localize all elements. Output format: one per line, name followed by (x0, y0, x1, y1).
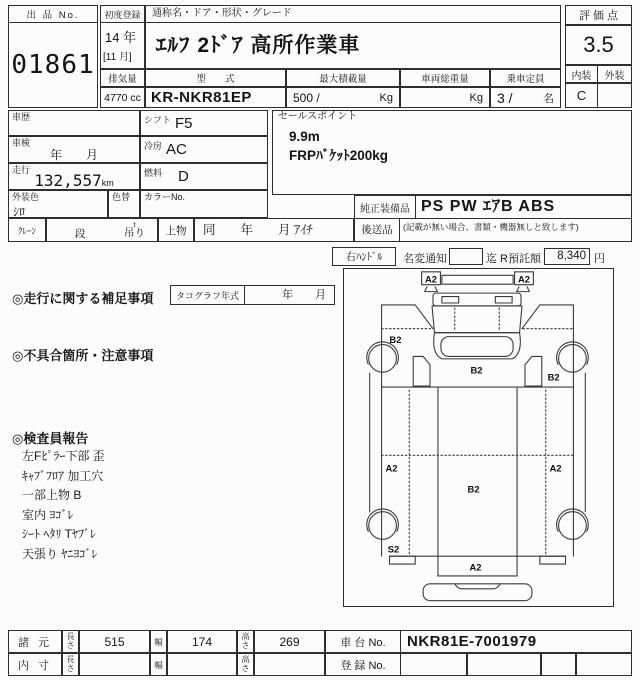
first-registration-label: 初度登録 (100, 5, 145, 23)
gross-weight-unit: Kg (469, 91, 483, 104)
crane-tsuri-label (124, 222, 145, 238)
mileage-unit: km (101, 178, 114, 188)
crane-tsuri-text: 吊り (124, 227, 145, 239)
damage-mark-B2: B2 (547, 371, 560, 383)
inspector-report-list (22, 447, 252, 564)
first-reg-month: [11 月] (103, 52, 132, 63)
spec-row-label: 諸 元 (8, 630, 62, 653)
exterior-color-value: ｼﾛ (13, 205, 26, 219)
capacity-value (490, 87, 561, 108)
history-cell (8, 110, 140, 136)
later-items-label: 後送品 (354, 218, 400, 242)
auction-no-label: 出 品 No. (8, 5, 98, 23)
name-change-box (449, 248, 483, 265)
aircon-value: AC (166, 141, 187, 158)
inspection-value: 年 月 (49, 148, 98, 162)
inner-height-value (254, 653, 325, 676)
damage-mark-B2: B2 (470, 364, 483, 376)
grade-label: 評 価 点 (565, 5, 632, 25)
max-load-unit: Kg (379, 91, 393, 104)
deposit-amount: 8,340 (544, 248, 590, 265)
inner-height-label-cell (237, 653, 254, 676)
max-load-value (286, 87, 400, 108)
height-value: 269 (254, 630, 325, 653)
inner-width-label: 幅 (150, 653, 167, 676)
length-label: 長さ (66, 632, 75, 650)
until-label: 迄 (486, 253, 497, 265)
width-label: 幅 (150, 630, 167, 653)
height-label: 高さ (241, 632, 250, 650)
color-change-label: 色替 (112, 192, 131, 202)
fuel-cell (140, 163, 268, 190)
color-no-label: カラーNo. (144, 192, 186, 202)
history-label: 車歴 (12, 112, 31, 122)
truck-outline (367, 275, 589, 600)
mileage-note-title: ◎走行に関する補足事項 (12, 291, 154, 306)
max-load-number: 500 / (293, 90, 320, 105)
registration-no-cell-4 (576, 653, 632, 676)
displacement-label: 排気量 (100, 69, 145, 87)
inspection-cell (8, 136, 140, 163)
tachograph-label: タコグラフ年式 (170, 285, 245, 305)
aircon-label: 冷房 (144, 141, 163, 151)
shift-cell (140, 110, 268, 136)
damage-mark-A2: A2 (425, 273, 438, 285)
mileage-cell (8, 163, 140, 190)
diagram-marks (385, 272, 561, 573)
shift-label: シフト (144, 115, 172, 125)
sales-point-label: セールスポイント (278, 111, 358, 122)
chassis-no-label: 車 台 No. (325, 630, 401, 653)
registration-no-cell-1 (400, 653, 467, 676)
exterior-color-cell (8, 190, 108, 218)
model-value: KR-NKR81EP (145, 87, 286, 108)
mileage-label: 走行 (12, 165, 31, 175)
damage-mark-A2: A2 (469, 561, 482, 573)
tachograph-value: 年 月 (244, 285, 335, 305)
exterior-grade-value (597, 83, 632, 108)
registration-no-cell-3 (541, 653, 576, 676)
interior-grade-label: 内装 (565, 65, 598, 83)
length-value: 515 (79, 630, 150, 653)
width-value: 174 (167, 630, 237, 653)
damage-mark-A2: A2 (517, 273, 530, 285)
sales-point-line-2: FRPﾊﾞｹｯﾄ200kg (289, 148, 389, 163)
crane-t-unit: t (133, 222, 136, 229)
first-registration-value (100, 22, 145, 69)
height-label-cell (237, 630, 254, 653)
body-type-value: 同 年 月 ｱｲﾁ (194, 218, 354, 242)
inner-height-label: 高さ (241, 655, 250, 673)
aircon-cell (140, 136, 268, 163)
capacity-unit: 名 (543, 92, 554, 105)
fuel-label: 燃料 (144, 168, 163, 178)
vehicle-name: ｴﾙﾌ 2ﾄﾞｱ 高所作業車 (145, 22, 561, 69)
exterior-grade-label: 外装 (597, 65, 632, 83)
registration-no-cell-2 (467, 653, 541, 676)
inspection-label: 車検 (12, 138, 31, 148)
inner-length-value (79, 653, 150, 676)
inspector-report-item: 一部上物 B (22, 488, 82, 502)
inspector-report-item: 室内 ﾖｺﾞﾚ (22, 507, 74, 522)
damage-mark-B2: B2 (389, 334, 402, 346)
factory-equipment-value: PS PW ｴｱB ABS (415, 195, 632, 219)
handle-position: 右ﾊﾝﾄﾞﾙ (332, 247, 396, 266)
vehicle-diagram (344, 269, 612, 605)
inner-length-label-cell (62, 653, 79, 676)
inner-row-label: 内 寸 (8, 653, 62, 676)
inner-length-label: 長さ (66, 655, 75, 673)
registration-no-label: 登 録 No. (325, 653, 401, 676)
interior-grade-value: C (565, 83, 598, 108)
crane-label: ｸﾚｰﾝ (8, 218, 46, 242)
later-items-note: (記載が無い場合、書類・機器無しと致します) (399, 218, 632, 242)
name-change-label: 名変通知 (403, 253, 447, 265)
displacement-value: 4770 cc (100, 87, 145, 108)
factory-equipment-label: 純正装備品 (354, 195, 416, 219)
gross-weight-label: 車両総重量 (400, 69, 490, 87)
color-no-cell (140, 190, 268, 218)
deposit-label: R預託額 (500, 253, 541, 265)
grade-score: 3.5 (565, 25, 632, 65)
inspector-report-item: ｷｬﾌﾞﾌﾛｱ 加工穴 (22, 468, 104, 483)
fuel-value: D (178, 168, 189, 185)
auction-no-value: 01861 (8, 22, 98, 108)
color-change-cell (108, 190, 140, 218)
damage-mark-A2: A2 (549, 462, 562, 474)
inspector-report-item: ｼｰﾄ ﾍﾀﾘ Tﾔﾌﾞﾚ (22, 527, 96, 541)
shift-value: F5 (175, 114, 193, 132)
damage-mark-A2: A2 (385, 462, 398, 474)
yen-label: 円 (594, 253, 605, 265)
exterior-color-label: 外装色 (12, 192, 40, 202)
mileage-value: 132,557 (34, 171, 102, 190)
inspector-report-item: 天張り ﾔﾆﾖｺﾞﾚ (22, 546, 98, 561)
first-reg-year: 14 年 (105, 30, 137, 45)
max-load-label: 最大積載量 (286, 69, 400, 87)
damage-mark-S2: S2 (387, 543, 400, 555)
damage-mark-B2: B2 (467, 483, 480, 495)
body-type-label: 上物 (158, 218, 194, 242)
crane-dan-label: 段 (75, 228, 86, 240)
inspector-title: ◎検査員報告 (12, 431, 89, 446)
model-label: 型 式 (145, 69, 286, 87)
inner-width-value (167, 653, 237, 676)
gross-weight-value (400, 87, 490, 108)
crane-cell (46, 218, 158, 242)
sales-point-line-1: 9.9m (289, 129, 320, 144)
capacity-number: 3 / (497, 89, 513, 106)
vehicle-diagram-box (343, 268, 614, 607)
length-label-cell (62, 630, 79, 653)
vehicle-name-label: 通称名・ドア・形状・グレード (145, 5, 561, 23)
chassis-no-value: NKR81E-7001979 (400, 630, 632, 653)
defects-title: ◎不具合箇所・注意事項 (12, 348, 154, 363)
sales-point-box (272, 110, 632, 195)
inspector-report-item: 左Fﾋﾟﾗｰ下部 歪 (22, 449, 105, 463)
capacity-label: 乗車定員 (490, 69, 561, 87)
